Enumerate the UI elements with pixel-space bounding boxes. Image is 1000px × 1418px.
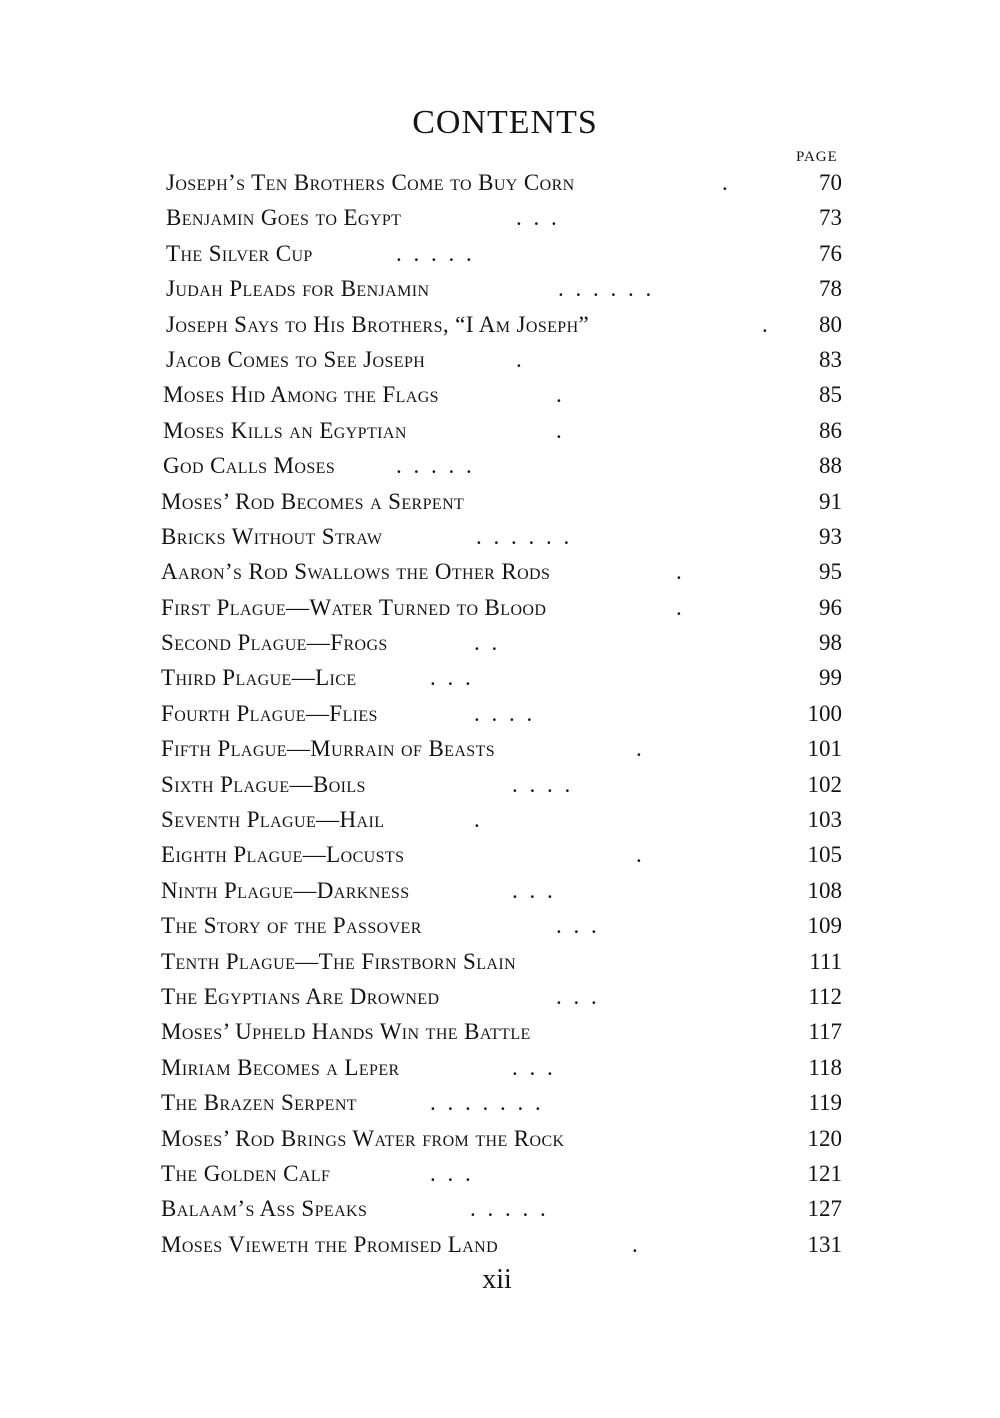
toc-entry-title: Balaam’s Ass Speaks [161, 1196, 368, 1222]
toc-entry-leader: . . . [556, 983, 600, 1009]
toc-entry [0, 449, 1000, 484]
toc-entry-title: Second Plague—Frogs [161, 630, 388, 656]
toc-entry-title: The Golden Calf [161, 1160, 331, 1186]
toc-entry-title: God Calls Moses [163, 453, 336, 479]
page-title: CONTENTS [412, 104, 598, 141]
toc-entry-leader: . . . [512, 1054, 556, 1080]
toc-entry-leader: . . . [556, 913, 600, 939]
toc-entry-page: 93 [819, 523, 842, 549]
toc-entry-page: 99 [819, 665, 842, 691]
toc-entry [0, 201, 1000, 236]
toc-entry [0, 591, 1000, 626]
toc-entry-title: Moses Kills an Egyptian [163, 417, 407, 443]
toc-entry-leader: . . . . [474, 700, 536, 726]
toc-entry-title: The Story of the Passover [161, 913, 422, 939]
toc-entry-page: 83 [819, 346, 842, 372]
toc-entry-leader: . . . . . [470, 1196, 549, 1222]
toc-entry-leader: . [556, 417, 565, 443]
toc-entry-title: The Silver Cup [166, 240, 313, 266]
toc-entry [0, 768, 1000, 803]
toc-entry [0, 909, 1000, 944]
toc-entry-leader: . [676, 594, 685, 620]
page-column-label: PAGE [796, 149, 838, 165]
toc-entry-page: 101 [807, 736, 842, 762]
toc-entry [0, 308, 1000, 343]
toc-entry-leader: . . [474, 630, 501, 656]
toc-entry-title: Fifth Plague—Murrain of Beasts [161, 736, 496, 762]
toc-entry [0, 945, 1000, 980]
toc-entry-title: Benjamin Goes to Egypt [166, 205, 402, 231]
toc-entry-title: Moses Vieweth the Promised Land [161, 1231, 499, 1257]
toc-entry-page: 85 [819, 382, 842, 408]
toc-entry-page: 78 [819, 276, 842, 302]
toc-entry-leader: . . . [516, 205, 560, 231]
toc-entry-title: Joseph’s Ten Brothers Come to Buy Corn [166, 170, 575, 195]
toc-entry-leader: . . . . [512, 771, 574, 797]
toc-entry-page: 80 [819, 311, 842, 337]
toc-entry-title: Moses Hid Among the Flags [163, 382, 439, 408]
toc-entry-title: Moses’ Rod Brings Water from the Rock [161, 1125, 565, 1151]
toc-entry-page: 100 [807, 700, 842, 726]
toc-entry [0, 343, 1000, 378]
toc-entry-leader: . [474, 807, 483, 833]
toc-entry-leader: . . . [512, 877, 556, 903]
toc-entry-title: Moses’ Upheld Hands Win the Battle [161, 1019, 531, 1045]
toc-entry-title: Fourth Plague—Flies [161, 700, 378, 726]
toc-entry-leader: . [722, 170, 731, 195]
toc-entry-page: 109 [807, 913, 842, 939]
toc-entry [0, 874, 1000, 909]
toc-entry-leader: . . . [430, 665, 474, 691]
toc-entry-title: Aaron’s Rod Swallows the Other Rods [161, 559, 551, 585]
toc-entry-leader: . [632, 1231, 641, 1257]
toc-entry [0, 1192, 1000, 1227]
toc-entry-leader: . . . [430, 1160, 474, 1186]
page-number: xii [482, 1264, 512, 1295]
toc-entry-page: 73 [819, 205, 842, 231]
toc-entry [0, 661, 1000, 696]
toc-entry-title: Joseph Says to His Brothers, “I Am Joseph” [166, 311, 590, 337]
toc-entry-page: 111 [809, 948, 842, 974]
toc-entry-title: First Plague—Water Turned to Blood [161, 594, 547, 620]
toc-entry-leader: . . . . . . [558, 276, 655, 302]
toc-entry-page: 112 [808, 983, 842, 1009]
toc-entry-page: 105 [807, 842, 842, 868]
toc-entry-page: 117 [808, 1019, 842, 1045]
toc-entry-leader: . . . . . . [476, 523, 573, 549]
toc-entry-page: 119 [808, 1090, 842, 1116]
toc-entry-title: Sixth Plague—Boils [161, 771, 366, 797]
toc-entry-title: Third Plague—Lice [161, 665, 357, 691]
toc-entry [0, 626, 1000, 661]
contents-list [0, 166, 1000, 1263]
toc-entry-leader: . . . . . [396, 240, 475, 266]
toc-entry [0, 732, 1000, 767]
toc-entry-title: Eighth Plague—Locusts [161, 842, 405, 868]
toc-entry-page: 120 [807, 1125, 842, 1151]
toc-entry-page: 121 [807, 1160, 842, 1186]
toc-entry-title: The Egyptians Are Drowned [161, 983, 440, 1009]
toc-entry [0, 838, 1000, 873]
toc-entry [0, 166, 1000, 201]
toc-entry-title: Bricks Without Straw [161, 523, 383, 549]
toc-entry-leader: . . . . . . . [430, 1090, 544, 1116]
toc-entry [0, 1051, 1000, 1086]
toc-entry-page: 96 [819, 594, 842, 620]
toc-entry-leader: . [556, 382, 565, 408]
toc-entry-title: Miriam Becomes a Leper [161, 1054, 400, 1080]
toc-entry [0, 272, 1000, 307]
toc-entry [0, 237, 1000, 272]
toc-entry-page: 76 [819, 240, 842, 266]
toc-entry-leader: . [516, 346, 525, 372]
toc-entry-page: 108 [807, 877, 842, 903]
toc-entry [0, 485, 1000, 520]
toc-entry-leader: . [676, 559, 685, 585]
toc-entry [0, 980, 1000, 1015]
toc-entry [0, 697, 1000, 732]
toc-entry [0, 1015, 1000, 1050]
toc-entry [0, 1086, 1000, 1121]
toc-entry-title: Judah Pleads for Benjamin [166, 276, 430, 302]
toc-entry [0, 1122, 1000, 1157]
toc-entry [0, 1157, 1000, 1192]
toc-entry-leader: . [636, 842, 645, 868]
toc-entry [0, 378, 1000, 413]
toc-entry-title: Moses’ Rod Becomes a Serpent [161, 488, 465, 514]
toc-entry-page: 118 [808, 1054, 842, 1080]
toc-entry-page: 127 [807, 1196, 842, 1222]
toc-entry-title: Jacob Comes to See Joseph [166, 346, 426, 372]
toc-entry-page: 91 [819, 488, 842, 514]
toc-entry-page: 70 [819, 170, 842, 195]
toc-entry [0, 520, 1000, 555]
toc-entry [0, 1228, 1000, 1263]
toc-entry [0, 803, 1000, 838]
toc-entry-title: The Brazen Serpent [161, 1090, 357, 1116]
toc-entry-title: Ninth Plague—Darkness [161, 877, 410, 903]
toc-entry-page: 103 [807, 807, 842, 833]
toc-entry-page: 86 [819, 417, 842, 443]
toc-entry [0, 555, 1000, 590]
toc-entry-title: Tenth Plague—The Firstborn Slain [161, 948, 517, 974]
toc-entry-page: 131 [807, 1231, 842, 1257]
toc-entry-page: 98 [819, 630, 842, 656]
toc-entry-page: 88 [819, 453, 842, 479]
toc-entry [0, 414, 1000, 449]
toc-entry-title: Seventh Plague—Hail [161, 807, 385, 833]
toc-entry-leader: . [636, 736, 645, 762]
toc-entry-leader: . . . . . [396, 453, 475, 479]
toc-entry-page: 102 [807, 771, 842, 797]
toc-entry-leader: . [762, 311, 771, 337]
toc-entry-page: 95 [819, 559, 842, 585]
